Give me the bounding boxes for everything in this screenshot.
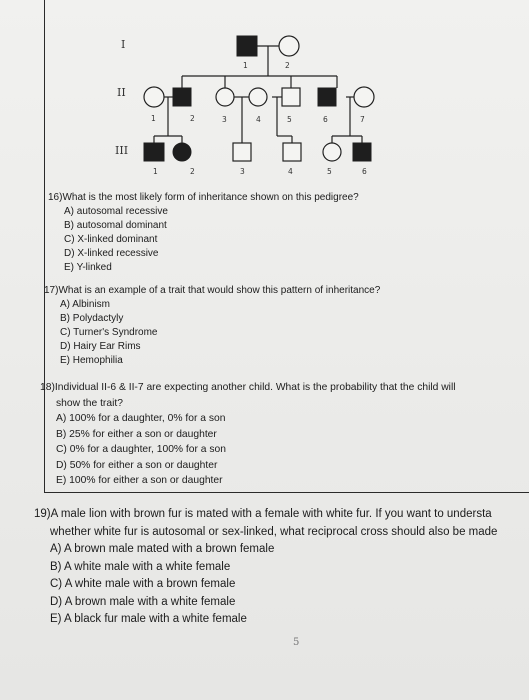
label-ii6: 6 — [323, 115, 328, 124]
label-iii3: 3 — [240, 167, 245, 176]
label-i2: 2 — [285, 61, 290, 70]
question-17-option-b[interactable]: B) Polydactyly — [60, 313, 124, 324]
question-18-option-c[interactable]: C) 0% for a daughter, 100% for a son — [56, 444, 226, 455]
individual-iii2-affected-female — [173, 143, 191, 161]
question-16-option-a[interactable]: A) autosomal recessive — [64, 206, 168, 217]
individual-iii1-affected-male — [144, 143, 164, 161]
question-17-option-e[interactable]: E) Hemophilia — [60, 355, 123, 366]
question-18-option-a[interactable]: A) 100% for a daughter, 0% for a son — [56, 413, 226, 424]
question-16-option-e[interactable]: E) Y-linked — [64, 262, 112, 273]
frame-bottom-rule — [44, 492, 529, 493]
question-19-option-e[interactable]: E) A black fur male with a white female — [50, 613, 247, 625]
question-18-stem-line1: 18)Individual II-6 & II-7 are expecting another child. What is the probability that the child will — [40, 382, 456, 393]
question-19-option-b[interactable]: B) A white male with a white female — [50, 560, 231, 573]
individual-iii3-male — [233, 143, 251, 161]
question-16-option-b[interactable]: B) autosomal dominant — [64, 220, 167, 231]
individual-ii1-female — [144, 87, 164, 107]
individual-ii7-female — [354, 87, 374, 107]
question-17-option-a[interactable]: A) Albinism — [60, 299, 111, 310]
individual-iii6-affected-male — [353, 143, 371, 161]
label-ii1: 1 — [151, 114, 156, 123]
label-ii7: 7 — [360, 115, 365, 124]
page-number: 5 — [293, 637, 300, 648]
generation-label-iii: III — [115, 144, 129, 157]
generation-label-ii: II — [117, 86, 126, 99]
label-ii2: 2 — [190, 114, 195, 123]
individual-iii5-female — [323, 143, 341, 161]
label-iii5: 5 — [327, 167, 332, 176]
question-17-option-c[interactable]: C) Turner's Syndrome — [60, 327, 158, 338]
label-iii2: 2 — [190, 167, 195, 176]
question-19-option-a[interactable]: A) A brown male mated with a brown female — [50, 543, 275, 555]
question-16-stem: 16)What is the most likely form of inheritance shown on this pedigree? — [48, 192, 359, 203]
pedigree-chart — [0, 0, 529, 200]
individual-ii4-female — [249, 88, 267, 106]
question-19-stem-line1: 19)A male lion with brown fur is mated with a female with white fur. If you want to understa — [34, 508, 492, 520]
question-19-stem-line2: whether white fur is autosomal or sex-linked, what reciprocal cross should also be made — [50, 525, 498, 538]
label-iii6: 6 — [362, 167, 367, 176]
question-18-option-e[interactable]: E) 100% for either a son or daughter — [56, 475, 223, 486]
question-18-option-d[interactable]: D) 50% for either a son or daughter — [56, 459, 218, 471]
question-17 — [44, 284, 380, 368]
individual-ii5-male — [282, 88, 300, 106]
question-17-option-d[interactable]: D) Hairy Ear Rims — [60, 341, 141, 352]
question-19-option-d[interactable]: D) A brown male with a white female — [50, 595, 236, 608]
question-18 — [40, 380, 456, 489]
question-16 — [48, 191, 359, 275]
label-ii3: 3 — [222, 115, 227, 124]
individual-iii4-male — [283, 143, 301, 161]
question-18-stem-line2: show the trait? — [56, 397, 123, 409]
question-18-option-b[interactable]: B) 25% for either a son or daughter — [56, 428, 217, 440]
individual-i2-female — [279, 36, 299, 56]
label-i1: 1 — [243, 61, 248, 70]
question-19 — [34, 506, 497, 629]
individual-ii3-female — [216, 88, 234, 106]
generation-label-i: I — [121, 38, 126, 51]
question-17-stem: 17)What is an example of a trait that would show this pattern of inheritance? — [44, 285, 381, 296]
question-16-option-d[interactable]: D) X-linked recessive — [64, 248, 159, 259]
label-iii4: 4 — [288, 167, 293, 176]
label-iii1: 1 — [153, 167, 158, 176]
individual-i1-affected-male — [237, 36, 257, 56]
individual-ii6-affected-male — [318, 88, 336, 106]
label-ii5: 5 — [287, 115, 292, 124]
label-ii4: 4 — [256, 115, 261, 124]
individual-ii2-affected-male — [173, 88, 191, 106]
question-19-option-c[interactable]: C) A white male with a brown female — [50, 578, 236, 590]
question-16-option-c[interactable]: C) X-linked dominant — [64, 234, 158, 245]
